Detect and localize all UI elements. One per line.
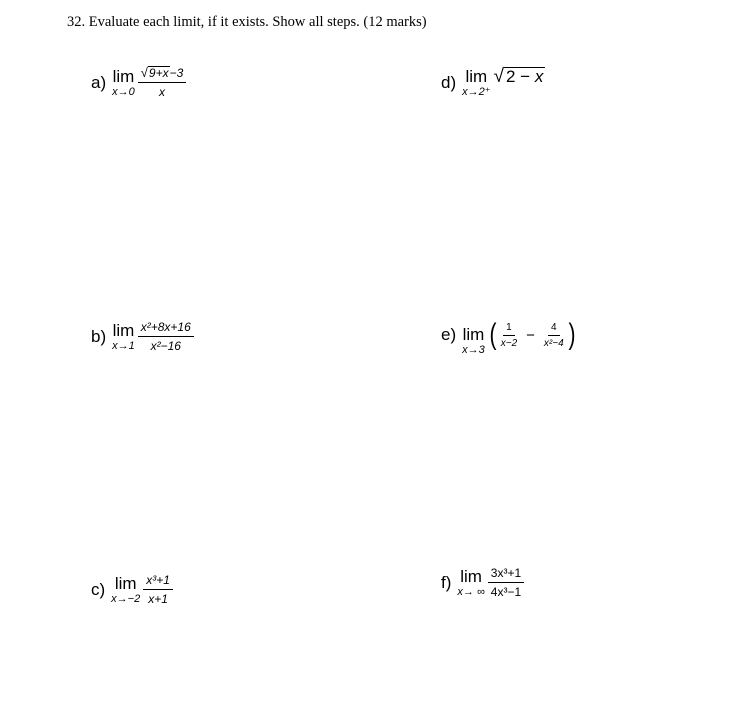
limit-operator <box>462 326 485 356</box>
lim-word: lim <box>460 566 482 586</box>
denominator: x²−16 <box>150 339 181 353</box>
lim-subscript: x→ ∞ <box>457 585 485 598</box>
denominator: x²−4 <box>543 337 564 349</box>
right-parenthesis: ) <box>568 318 576 351</box>
limit-operator <box>457 568 484 598</box>
root-sign: √ <box>140 65 148 80</box>
radicand <box>504 67 545 86</box>
numerator: 3x³+1 <box>488 566 524 583</box>
problem-label: a) <box>91 72 107 92</box>
numerator-tail: −3 <box>169 66 184 80</box>
lim-subscript: x→−2 <box>111 592 141 605</box>
fraction <box>143 573 173 606</box>
problem-label: f) <box>441 572 452 592</box>
lim-word: lim <box>465 67 488 86</box>
fraction <box>138 66 187 99</box>
square-root <box>494 67 546 86</box>
limit-operator <box>462 68 490 98</box>
problem-e <box>441 314 577 356</box>
denominator: x−2 <box>500 337 518 349</box>
square-root <box>141 66 170 79</box>
problem-f <box>441 566 524 599</box>
numerator: x²+8x+16 <box>138 320 194 337</box>
denominator: x <box>159 85 165 99</box>
numerator <box>138 66 187 83</box>
lim-subscript: x→0 <box>112 85 135 98</box>
lim-subscript: x→2⁺ <box>462 86 491 98</box>
fraction-one <box>498 322 520 349</box>
fraction <box>488 566 524 599</box>
root-sign: √ <box>493 65 504 87</box>
lim-word: lim <box>112 66 135 86</box>
lim-word: lim <box>112 320 135 340</box>
problem-label: d) <box>441 73 457 92</box>
fraction <box>138 320 194 353</box>
lim-subscript: x→1 <box>112 339 135 352</box>
question-text: 32. Evaluate each limit, if it exists. Show all steps. (12 marks) <box>67 14 427 30</box>
numerator: 4 <box>548 322 560 336</box>
denominator: x+1 <box>148 592 168 606</box>
problem-a <box>91 66 186 99</box>
problem-b <box>91 320 194 353</box>
left-parenthesis: ( <box>489 318 497 351</box>
problem-d <box>441 65 545 98</box>
radicand-constant: 2 − <box>506 66 535 86</box>
numerator: 1 <box>503 322 515 336</box>
fraction-two <box>541 322 567 349</box>
problem-label: b) <box>91 326 107 346</box>
numerator: x³+1 <box>143 573 173 590</box>
problem-c <box>91 573 173 606</box>
lim-subscript: x→3 <box>462 344 485 356</box>
limit-operator <box>111 575 140 605</box>
denominator: 4x³−1 <box>490 585 522 599</box>
lim-word: lim <box>462 325 485 344</box>
limit-operator <box>112 322 135 352</box>
lim-word: lim <box>114 573 137 593</box>
radicand: 9+x <box>148 66 169 80</box>
radicand-variable: x <box>534 66 544 86</box>
minus-operator: − <box>526 326 535 344</box>
limit-operator <box>112 68 135 98</box>
problem-label: e) <box>441 325 457 344</box>
problem-label: c) <box>91 579 106 599</box>
